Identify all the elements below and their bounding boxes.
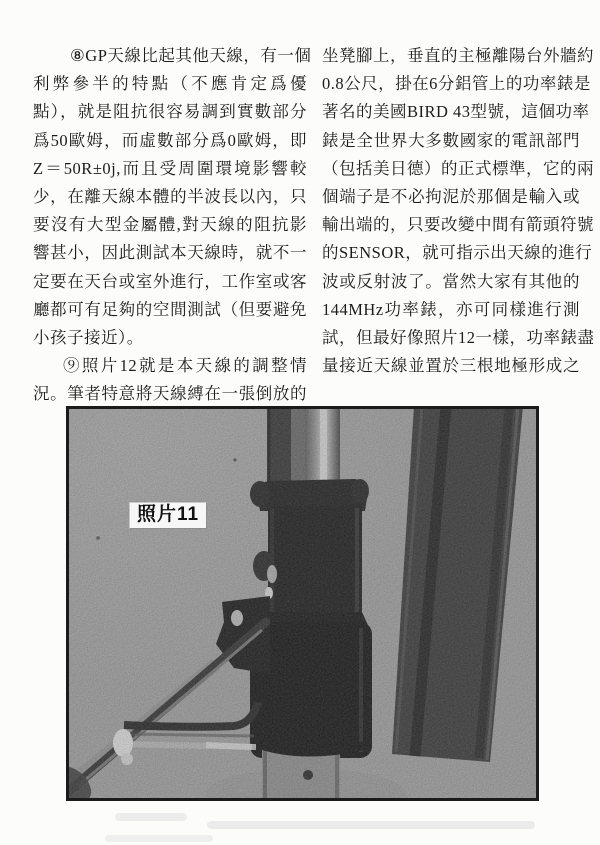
text-line: 144MHz功率錶，亦可同樣進行測 — [322, 299, 580, 319]
text-line: 小孩子接近）。 — [33, 327, 144, 347]
text-line: 量接近天線並置於三根地極形成之 — [322, 356, 580, 376]
text-line: 波或反射波了。當然大家有其他的 — [322, 271, 580, 291]
text-line: 錶是全世界大多數國家的電訊部門 — [322, 130, 580, 150]
text-line: 利弊參半的特點（不應肯定爲優 — [33, 74, 307, 94]
text-line: 況。筆者特意將天線縛在一張倒放的 — [33, 384, 307, 404]
left-column — [33, 42, 312, 408]
scan-artifact — [115, 813, 187, 821]
text-line: 坐凳腳上，垂直的主極離陽台外牆約 — [322, 46, 594, 65]
text-line: 個端子是不必拘泥於那個是輸入或 — [322, 186, 580, 206]
text-line: 響甚小，因此測試本天線時，就不一 — [33, 243, 307, 263]
text-line: 試，但最好像照片12一樣，功率錶盡 — [322, 327, 595, 347]
grain-overlay-light — [66, 406, 539, 801]
text-line: 定要在天台或室外進行，工作室或客 — [33, 271, 307, 291]
text-line: Z＝50R±0j,而且受周圍環境影響較 — [33, 158, 307, 178]
text-line: 點），就是阻抗很容易調到實數部分 — [33, 102, 307, 122]
text-line: 要沒有大型金屬體,對天線的阻抗影 — [33, 215, 307, 235]
text-line: 的SENSOR，就可指示出天線的進行 — [322, 243, 593, 263]
photo-label: 照片11 — [129, 502, 207, 529]
text-line: 廳都可有足夠的空間測試（但要避免 — [33, 299, 307, 319]
text-line: ⑨照片12就是本天線的調整情 — [63, 356, 307, 376]
text-line: ⑧GP天線比起其他天線，有一個 — [70, 46, 312, 65]
text-line: 著名的美國BIRD 43型號，這個功率 — [322, 102, 590, 122]
photo-11 — [66, 406, 539, 801]
scan-artifact — [207, 821, 535, 829]
text-line: 輸出端的，只要改變中間有箭頭符號 — [322, 215, 594, 235]
text-line: （包括美日德）的正式標準，它的兩 — [322, 158, 594, 178]
scan-artifact — [105, 835, 213, 842]
photo-image — [66, 406, 539, 801]
text-line: 爲50歐姆，而虛數部分爲0歐姆，即 — [33, 130, 307, 150]
text-line: 0.8公尺，掛在6分鋁管上的功率錶是 — [322, 74, 591, 94]
text-line: 少，在離天線本體的半波長以內，只 — [33, 186, 307, 206]
right-column — [322, 42, 595, 380]
